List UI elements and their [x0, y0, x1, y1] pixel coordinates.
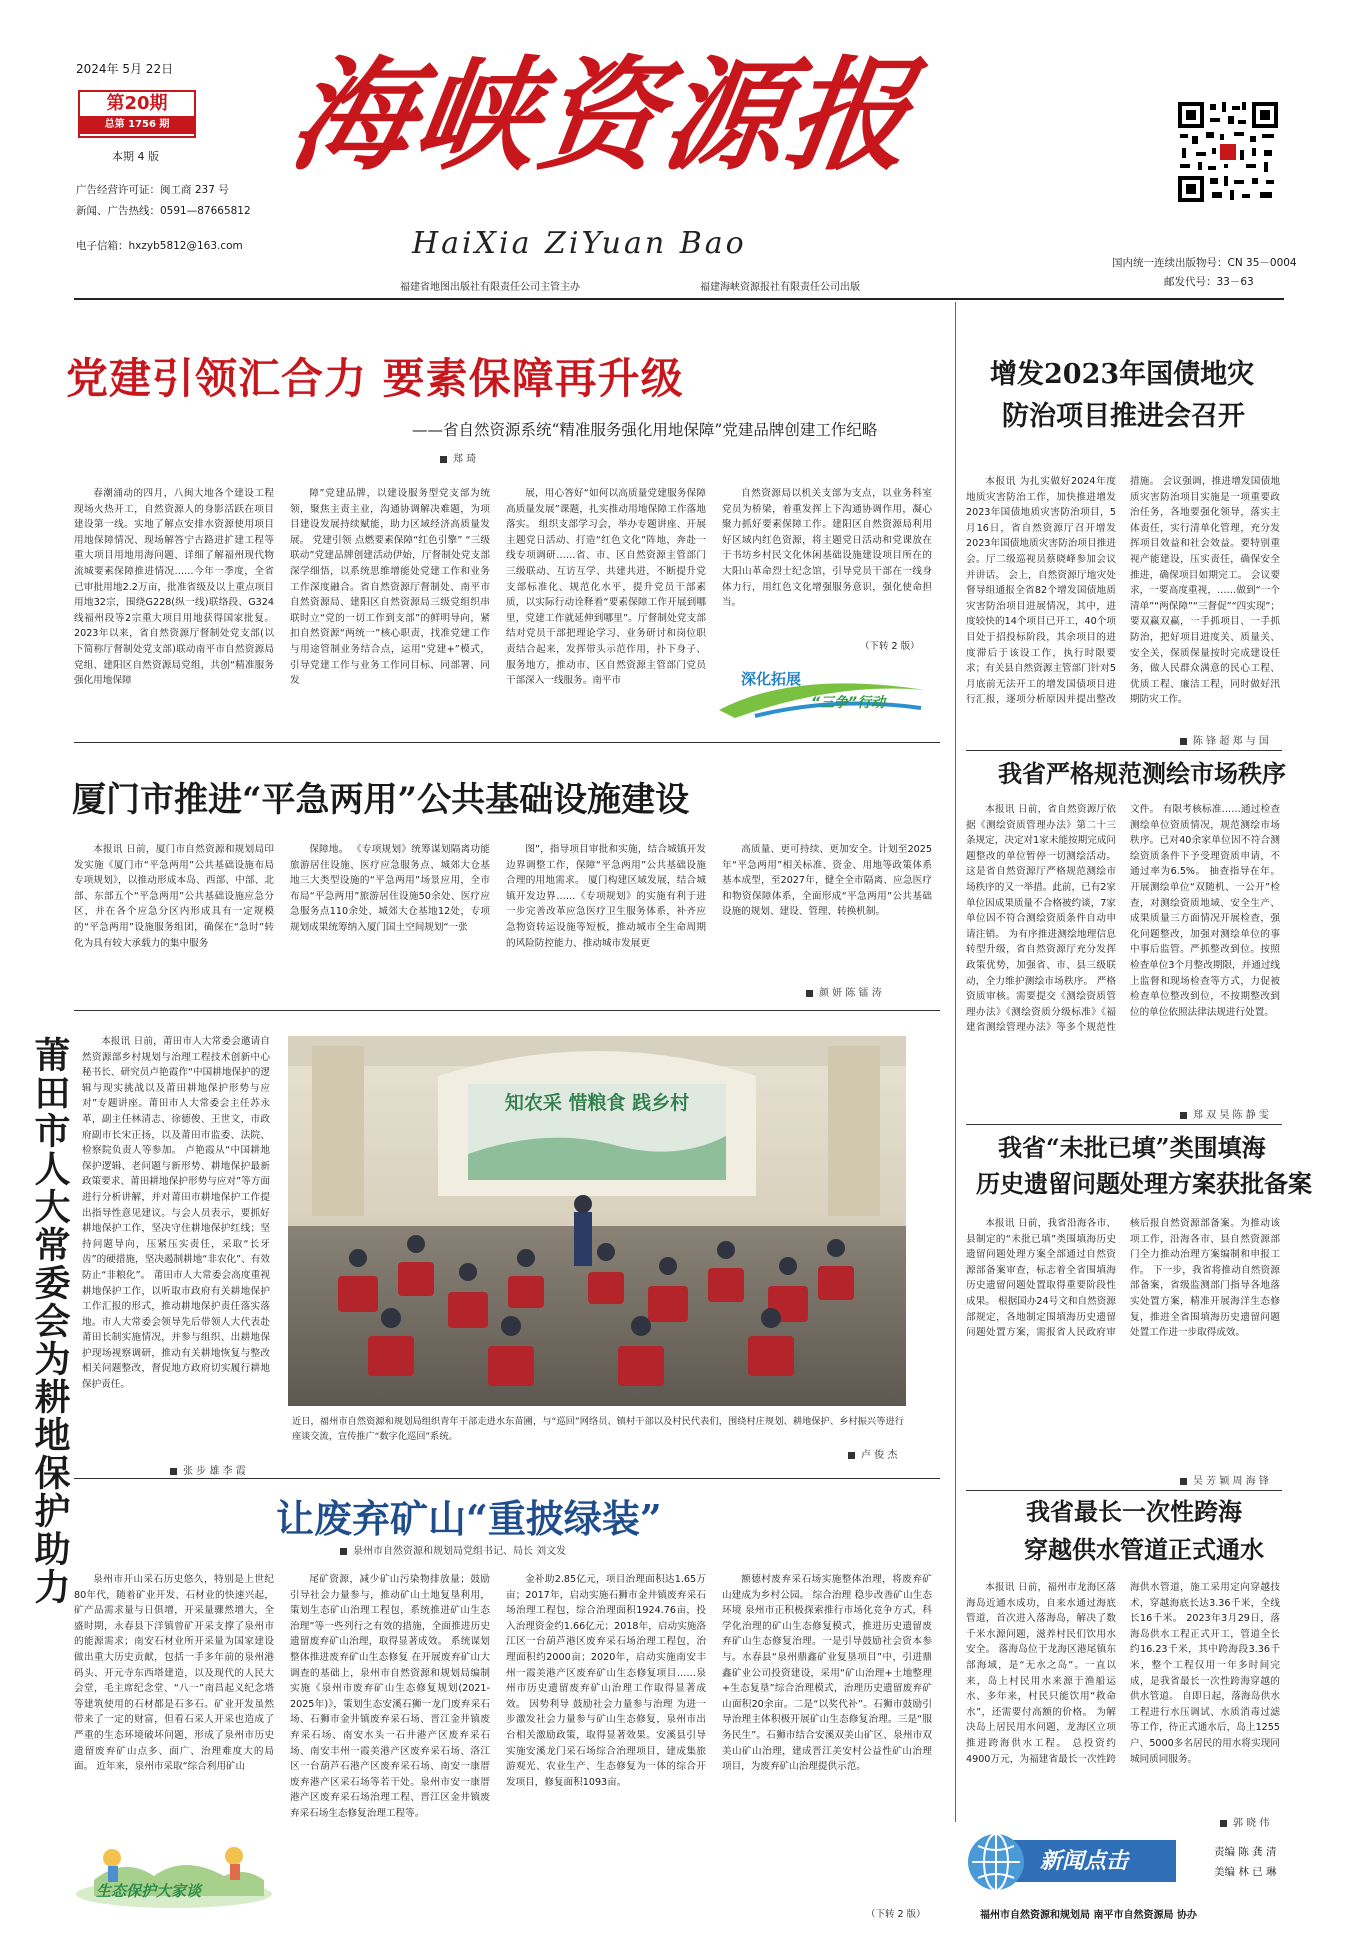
- photo-caption: 近日，福州市自然资源和规划局组织青年干部走进水东苗圃，与“巡回”网络员、镇村干部以及村民代表们，围绕村庄规划、耕地保护、乡村振兴等进行座谈交流，宣传推广“数字化巡回”系统。: [292, 1416, 904, 1442]
- issue-total: 总第 1756 期: [80, 116, 194, 134]
- right1-rule: [966, 750, 1282, 751]
- article4-col1: 泉州市开山采石历史悠久，特别是上世纪80年代，随着矿业开发、石材业的快速兴起，矿产品需求量与日俱增，开采量骤然增大，全盛时期，永春县下洋镇曾矿开采支撑了泉州市的能源需求；南安石材业所开采量为国家建设做出重大历史贡献，包括一手多年前的泉州港码头、开元寺东西塔建造，以及现代的人民大会堂，毛主席纪念堂、“八一”南昌起义纪念塔等建筑使用的石材都是石多石。矿业开发虽然带来了一定的财富，但看石采人开采也造成了严重的生态环境破坏问题，形成了泉州市历史遗留废弃矿山点多、面广、治理难度大的局面。 近年来，泉州市采取“综合利用矿山: [74, 1574, 274, 1773]
- article1-subtitle: ——省自然资源系统“精准服务强化用地保障”党建品牌创建工作纪略: [412, 421, 878, 439]
- article2-title: 厦门市推进“平急两用”公共基础设施建设: [72, 780, 690, 820]
- post-code: 邮发代号：33－63: [1164, 276, 1254, 288]
- right2-title: 我省严格规范测绘市场秩序: [998, 759, 1286, 788]
- right2-text: 本报讯 日前，省自然资源厅依据《测绘资质管理办法》第二十三条规定，决定对1家未能按期完成问题整改的单位暂停一切测绘活动。这是省自然资源厅严格规范测绘市场秩序的又一举措。此前，已有2家单位因成果质量不合格被约谈，7家单位因不符合测绘资质条件自动申请注销。 为有序推进测绘地理信息转型升级，省自然资源厅充分发挥政策优势，加强省、市、县三级联动，全力维护测绘市场秩序。 严格资质审核。需要提交《测绘资质管理办法》《测绘资质分级标准》《福建省测绘管理办法》等多个规范性文件。 有限考核标准……通过检查测绘单位资质情况，规范测绘市场秩序。已对40余家单位因不符合测绘资质条件下予受理资质申请，不通过率为6.5%。 抽查指导在年。开展测绘单位“双随机、一公开”检查，对测绘资质地域、安全生产、成果质量三方面情况开展检查，强化问题整改，加强对测绘单位的事中事后监管。严抓整改到位。按照检查单位3个月整改期限，并通过线上监督和现场检查等方式，力促被检查单位整改到位，不按期整改到位的单位依照法律法规进行处置。: [966, 804, 1280, 1034]
- masthead-info: [76, 180, 251, 257]
- article2-col4: 高质量、更可持续、更加安全。计划至2025年“平急两用”相关标准、资金、用地等政策体系基本成型，至2027年，健全全市隔离、应急医疗和物资保障体系，全面形成“平急两用”公共基础设施的规划、建设、管理、转换机制。: [722, 844, 932, 918]
- right3-title-2: 历史遗留问题处理方案获批备案: [976, 1169, 1312, 1198]
- article4-continued: （下转 2 版）: [866, 1909, 926, 1920]
- article1-col4: 自然资源局以机关支部为支点，以业务科室党员为桥梁，着重发挥上下沟通协调作用，凝心聚力抓好要素保障工作。建阳区自然资源局利用好区域内红色资源，将主题党日活动和党课放在于书坊乡村民文化休闲基础设施建设项目所在的大阳山革命烈士纪念馆，引导党员干部在一线身体力行，用红色文化增强服务意识，强化使命担当。: [722, 488, 932, 609]
- designer: 美编 林 已 琳: [1214, 1866, 1277, 1878]
- article4-col3: 金补助2.85亿元，项目治理面积达1.65万亩；2017年，启动实施石狮市金井镇废弃采石场治理工程包，综合治理面积1924.76亩，投入治理资金约1.66亿元；2018年，启动实施洛江区一台葫芦港区废弃采石场治理工程包，治理面积约2000亩；2020年，启动实施南安丰州一霞美港产区废弃矿山生态修复项目……泉州市历史遗留废弃矿山治理工作取得显著成效。 因势利导 鼓励社会力量参与治理 为进一步激发社会力量参与矿山生态修复，泉州市出台相关激励政策，取得显著效果。安溪县引导实施安溪龙门采石场综合治理项目，建成集旅游观光、农业生产、生态修复为一体的综合开发项目，修复面积1093亩。: [506, 1574, 706, 1788]
- right3-rule: [966, 1490, 1282, 1491]
- article1-rule: [74, 742, 940, 743]
- masthead-rule: [74, 298, 1284, 300]
- right3-text: 本报讯 日前，我省沿海各市、县制定的“未批已填”类围填海历史遗留问题处理方案全部通过自然资源部备案审查，标志着全省围填海历史遗留问题处置取得重要阶段性成果。 根据国办24号文和自然资源部规定，各地制定围填海历史遗留问题处置方案，需报省人民政府审核后报自然资源部备案。为推动该项工作，沿海各市、县自然资源部门全力推动治理方案编制和申报工作。 下一步，我省将推动自然资源部备案，省级监测部门指导各地落实处置方案，精准开展海洋生态修复，推进全省围填海历史遗留问题处置工作进一步取得成效。: [966, 1218, 1280, 1339]
- right4-title-2: 穿越供水管道正式通水: [1024, 1535, 1264, 1564]
- article3-author: 张 步 雄 李 霞: [170, 1462, 246, 1477]
- editor: 责编 陈 龚 清: [1214, 1846, 1277, 1858]
- issue-date: 2024年 5月 22日: [76, 62, 174, 76]
- right4-title-1: 我省最长一次性跨海: [1026, 1497, 1242, 1526]
- article3-text: 本报讯 日前，莆田市人大常委会邀请自然资源部乡村规划与治理工程技术创新中心秘书长、研究员卢艳霞作“中国耕地保护的逻辑与现实挑战以及莆田耕地保护形势与应对”专题讲座。莆田市人大常委会主任苏永革，副主任林清志、徐德俊、王世文，市政府副市长宋正扬，以及莆田市监委、法院、检察院负责人等参加。 卢艳霞从“中国耕地保护逻辑、老问题与新形势、耕地保护最新政策要求、莆田耕地保护形势与应对”等方面进行分析讲解，并对莆田市耕地保护工作提出指导性意见建议。与会人员表示，要抓好耕地保护工作，坚决守住耕地保护红线；坚持问题导向，压紧压实责任，采取“长牙齿”的硬措施，坚决遏制耕地“非农化”、有效防止“非粮化”。 莆田市人大常委会高度重视耕地保护工作，以听取市政府有关耕地保护工作汇报的形式，推动耕地保护责任落实落地。市人大常委会领导先后带领人大代表赴莆田长制实施情况，并参与组织、出耕地保护现场视察调研，推动有关耕地恢复与整改相关问题整改，督促地方政府切实履行耕地保护责任。: [82, 1036, 270, 1391]
- eco-badge-text: 生态保护大家谈: [96, 1882, 202, 1900]
- article1-title: 党建引领汇合力 要素保障再升级: [66, 354, 684, 403]
- article1-col3: 展，用心答好“如何以高质量党建服务保障高质量发展”课题，扎实推动用地保障工作落地落实。 组织支部学习会，举办专题讲座、开展主题党日活动、打造“红色文化”阵地，奔赴一线专项调研……省、市、区自然资源主管部门三级联动、互访互学、共建共进，不断提升党支部标准化、规范化水平，提升党员干部素质，以实际行动诠释着“要素保障工作开展到哪里，党建工作就延伸到哪里”。厅督制处党支部结对党员干部把理论学习、业务研讨和岗位职责结合起来，发挥带头示范作用，扑下身子、服务地方，推动市、区自然资源主管部门党员干部深入一线服务。南平市: [506, 488, 706, 687]
- article1-continued: （下转 2 版）: [860, 641, 920, 652]
- article1-badge: [715, 660, 930, 724]
- right1-title-2: 防治项目推进会召开: [1002, 401, 1245, 432]
- photo-banner-text: 知农采 惜粮食 践乡村: [504, 1092, 690, 1114]
- issue-pages: 本期 4 版: [112, 150, 159, 163]
- eco-badge: [74, 1836, 274, 1908]
- article2-rule: [74, 1010, 940, 1011]
- issue-box: [78, 90, 196, 138]
- sponsor-1: 福建省地图出版社有限责任公司主管主办: [400, 282, 580, 293]
- issue-number: 第20期: [106, 93, 168, 114]
- sponsor-2: 福建海峡资源报社有限责任公司出版: [700, 282, 860, 293]
- article4-author: 泉州市自然资源和规划局党组书记、局长 刘文发: [340, 1542, 566, 1557]
- article4-col2: 尾矿资源，减少矿山污染物排放量；鼓励引导社会力量参与，推动矿山土地复垦利用，策划生态矿山治理工程包，系统推进矿山生态治理”等一些列行之有效的措施，全面推进历史遗留废弃矿山治理，取得显著成效。 系统谋划 整体推进废弃矿山生态修复 在开展废弃矿山大调查的基础上，泉州市自然资源和规划局编制实施《泉州市废弃矿山生态修复规划(2021-2025年)》，策划生态安溪石狮一龙门废弃采石场、石狮市金井镇废弃采石场、晋江金井镇废弃采石场、南安水头一石井港产区废弃采石场、南安丰州一霞美港产区废弃采石场、洛江区一台葫芦石港产区废弃采石场、南安一康厝废弃港产区采石场等若干处。泉州市安一康厝港产区废弃采石场治理工程、晋江区金井镇废弃采石场生态修复治理工程等。: [290, 1574, 490, 1819]
- article2-col3: 图”，指导项目审批和实施，结合城镇开发边界调整工作，保障“平急两用”公共基础设施合理的用地需求。 厦门构建区域发展，结合城镇开发边界……《专项规划》的实施有利于进一步完善改革应急医疗卫生服务体系，补齐应急物资转运设施等短板，推动城市全生命周期的风险防控能力、推动城市发展更: [506, 844, 706, 949]
- right3-author: 吴 芳 颖 周 海 锋: [1180, 1472, 1269, 1487]
- news-click-text: 新闻点击: [1040, 1848, 1129, 1874]
- article4-title: 让废弃矿山“重披绿装”: [276, 1496, 662, 1541]
- hotline: 新闻、广告热线：0591—87665812: [76, 205, 251, 217]
- paper-title-en: HaiXia ZiYuan Bao: [412, 226, 747, 261]
- article1-col1: 春潮涌动的四月，八闽大地各个建设工程现场火热开工，自然资源人的身影活跃在项目建设第一线。实地了解点安排水资源使用项目用地保障情况、现场解答宁古路进扩建工程等重大项目用地用海问题、详细了解福州现代物流城要素保障推进情况……今年一季度，全省已审批用地2.2万亩，批准省级及以上重点项目用地32宗，围绕G228(纵一线)联络段、G324线福州段等2宗重大项目用地获得国家批复。 2023年以来，省自然资源厅督制处党支部(以下简称厅督制处党支部)联动南平市自然资源局党组、建阳区自然资源局党组，共创“精准服务强化用地保障: [74, 488, 274, 687]
- right4-text: 本报讯 日前，福州市龙海区落海岛近通水成功，自来水通过海底管道，首次进入落海岛，解决了数千米水源问题，滋养村民们饮用水安全。 落海岛位于龙海区港尾镇东部海域，是“无水之岛”。一直以来，岛上村民用水来源于渔船运水、多年来，村民只能饮用“救命水”，还需要付高额的价格。 为解决岛上居民用水问题，龙海区立项推进跨海供水工程。 总投资约4900万元，为福建省最长一次性跨海供水管道，施工采用定向穿越技术，穿越海底长达3.36千米，全线长16千米。 2023年3月29日，落海岛供水工程正式开工，管道全长约16.23千米，其中跨海段3.36千米，整个工程仅用一年多时间完成，是我省最长一次性跨海穿越的供水管道。 自即日起，落海岛供水工程进行水压调试、水质消毒过滤等工作，待正式通水后，岛上1255户、5000多名居民的用水将实现同城同质同服务。: [966, 1582, 1280, 1765]
- article4-col4: 额德村废弃采石场实施整体治理，将废弃矿山建成为乡村公园。 综合治理 稳步改善矿山生态环境 泉州市正积极探索推行市场化竞争方式，科学化治理的矿山生态修复模式，推进历史遗留废弃矿山生态修复治理。一是引导鼓励社会资本参与。水春县“泉州鼎鑫矿业复垦项目”中，引进鼎鑫矿业公司投资建设，采用“矿山治理+土地整理+生态复垦”综合治理模式，治理历史遗留废弃矿山面积20余亩。二是“以奖代补”。石狮市鼓励引导治理主体积极开展矿山生态修复治理。三是“服务民生”。石狮市结合安溪双美山矿区、泉州市双美山矿山治理，建成晋江美安村公益性矿山治理项目，为废弃矿山治理提供示范。: [722, 1574, 932, 1773]
- event-photo: [288, 1036, 906, 1406]
- cn-number: 国内统一连续出版物号：CN 35－0004: [1112, 257, 1297, 269]
- masthead-codes: [1112, 254, 1297, 292]
- paper-title: 海峡资源报: [281, 43, 923, 187]
- right1-text: 本报讯 为扎实做好2024年度地质灾害防治工作，加快推进增发2023年国债地质灾害防治项目，5月16日，省自然资源厅召开增发2023年国债地质灾害防治项目推进会。厅二级巡视员蔡晓峰参加会议并讲话。 会上，自然资源厅地灾处督导组通报全省82个增发国债地质灾害防治项目进展情况，其中，进度较快的14个项目已开工，40个项目处于招投标阶段，其余项目的进度滞后于该设工作，执行时限要求；有关县自然资源主管部门针对5月底前无法开工的增发国债项目进行汇报，逐项分析原因并提出整改措施。 会议强调，推进增发国债地质灾害防治项目实施是一项重要政治任务，各地要强化领导，落实主体责任，实行清单化管理，充分发挥项目效益和社会效益。要特别重视产能建设，压实责任，确保安全推进，确保项目如期完工。 会议要求，一要高度重视，……做到“一个清单”“两保障”“三督促”“四实现”；要双赢双赢，一手抓项目、一手抓防治，把好项目进度关、质量关、安全关，保质保量按时完成建设任务，做人民群众满意的民心工程、优质工程、廉洁工程，同时做好汛期防灾工作。: [966, 476, 1280, 706]
- badge-text-2: “三争”行动: [811, 695, 886, 711]
- right1-author: 陈 锋 超 郑 与 国: [1180, 732, 1269, 747]
- news-click-badge: [966, 1832, 1176, 1894]
- photo-caption-author: 卢 俊 杰: [848, 1446, 897, 1461]
- right-column-divider: [955, 302, 956, 1822]
- article1-col2: 障”党建品牌，以建设服务型党支部为统领，聚焦主责主业，沟通协调解决难题，为项目建设发展持续赋能，助力区域经济高质量发展。 党建引领 点燃要素保障“红色引擎” “三级联动”党建品牌创建活动伊始，厅督制处党支部深学细悟，以系统思维增能处党建工作和业务工作深度融合。省自然资源厅督制处、南平市自然资源局、建阳区自然资源局三级党组织串联时立“党的一切工作到支部”的鲜明导向，紧扣自然资源“两统一”核心职责，找准党建工作与用途管制业务结合点，运用“党建+”模式，引导党建工作与业务工作同目标、同部署、同发: [290, 488, 490, 687]
- article2-col2: 保障地。 《专项规划》统筹谋划隔离功能旅游居住设施、医疗应急服务点、城郊大仓基地三大类型设施的“平急两用”场景应用，全市布局“平急两用”旅游居住设施50余处、医疗应急服务点110余处、城郊大仓基地12处，专项规划成果统筹纳入厦门国土空间规划“一张: [290, 844, 490, 933]
- article2-col1: 本报讯 日前，厦门市自然资源和规划局印发实施《厦门市“平急两用”公共基础设施布局专项规划》，以推动形成本岛、西部、中部、北部、东部五个“平急两用”公共基础设施应急分区，并在各个应急分区内形成具有一定规模的“平急两用”设施服务组团，确保在“急时”转化为具有较大承载力的集中服务: [74, 844, 274, 949]
- right3-title-1: 我省“未批已填”类围填海: [998, 1133, 1266, 1162]
- article1-author: 郑 琦: [440, 450, 476, 465]
- right1-title-1: 增发2023年国债地灾: [990, 359, 1255, 390]
- editor-credits: [1214, 1842, 1277, 1882]
- article3-title: 莆田市人大常委会为耕地保护助力: [29, 1036, 71, 1606]
- article2-author: 颜 妍 陈 镭 涛: [806, 984, 882, 999]
- badge-text-1: 深化拓展: [741, 670, 802, 688]
- right2-rule: [966, 1124, 1282, 1125]
- article3-rule: [74, 1478, 940, 1479]
- ad-license: 广告经营许可证：闽工商 237 号: [76, 184, 229, 196]
- right4-author: 郭 晓 伟: [1220, 1814, 1269, 1829]
- right2-author: 郑 双 昊 陈 静 雯: [1180, 1106, 1269, 1121]
- co-organizers: 福州市自然资源和规划局 南平市自然资源局 协办: [980, 1910, 1197, 1921]
- email: 电子信箱：hxzyb5812@163.com: [76, 240, 243, 252]
- qr-code-icon: [1176, 100, 1280, 204]
